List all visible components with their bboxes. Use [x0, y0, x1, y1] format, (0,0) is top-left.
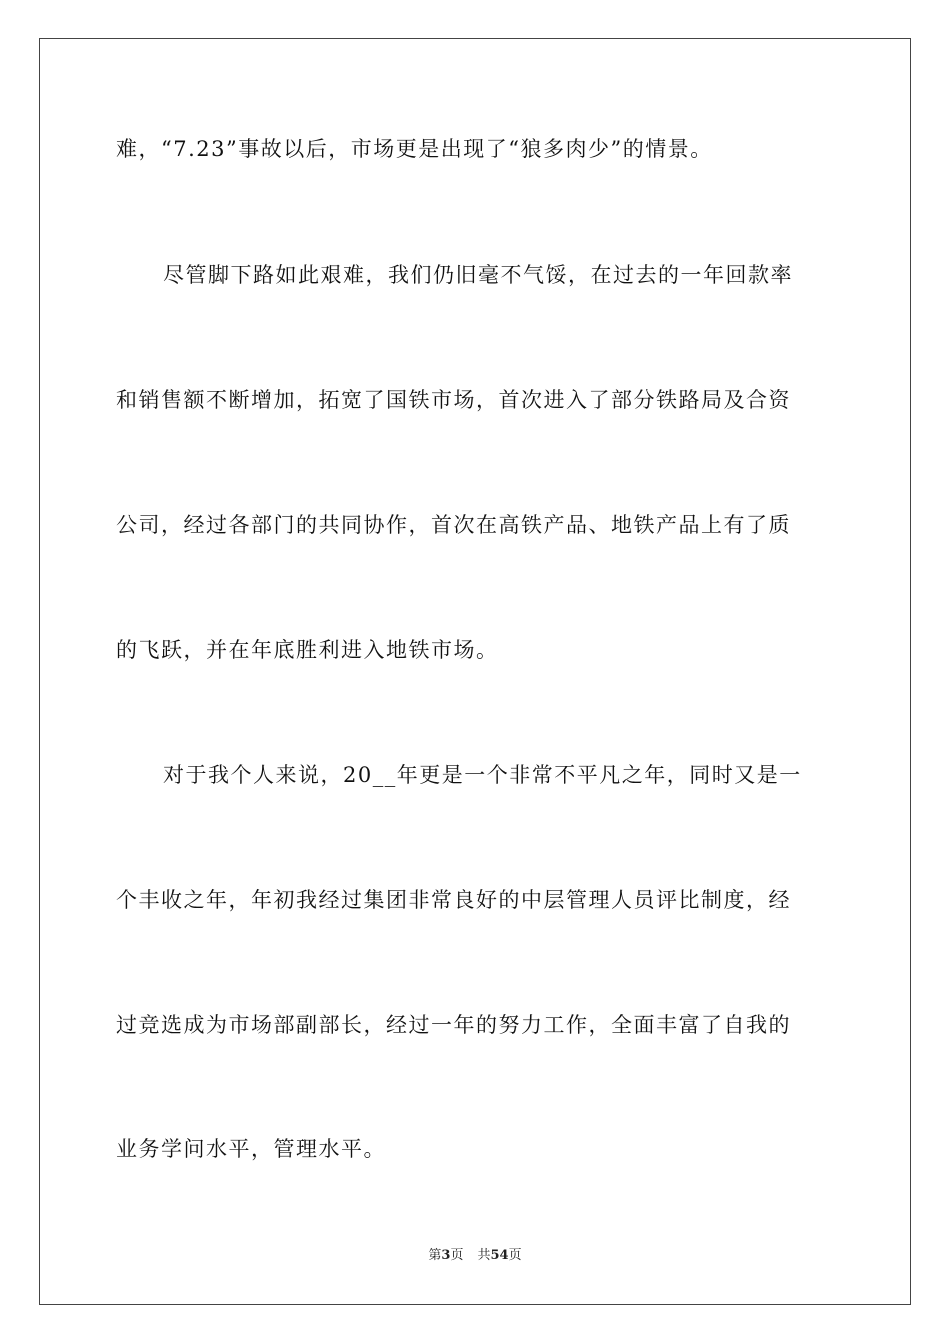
- paragraph-line: 公司，经过各部门的共同协作，首次在高铁产品、地铁产品上有了质: [116, 513, 791, 537]
- page-number: 3: [441, 1248, 451, 1263]
- paragraph-line: 尽管脚下路如此艰难，我们仍旧毫不气馁，在过去的一年回款率: [163, 263, 793, 287]
- total-pages: 54: [490, 1248, 509, 1263]
- paragraph-line: 个丰收之年，年初我经过集团非常良好的中层管理人员评比制度，经: [116, 888, 791, 912]
- total-prefix: 共: [477, 1248, 491, 1263]
- paragraph-line: 难，“7.23”事故以后，市场更是出现了“狼多肉少”的情景。: [116, 137, 713, 161]
- paragraph-line: 的飞跃，并在年底胜利进入地铁市场。: [116, 638, 499, 662]
- paragraph-line: 和销售额不断增加，拓宽了国铁市场，首次进入了部分铁路局及合资: [116, 388, 791, 412]
- paragraph-line: 业务学问水平，管理水平。: [116, 1137, 386, 1161]
- total-suffix: 页: [508, 1248, 522, 1263]
- paragraph-line: 对于我个人来说，20__年更是一个非常不平凡之年，同时又是一: [163, 763, 802, 787]
- paragraph-line: 过竞选成为市场部副部长，经过一年的努力工作，全面丰富了自我的: [116, 1013, 791, 1037]
- page-prefix: 第: [428, 1248, 442, 1263]
- page-border: [39, 38, 911, 1305]
- page-footer: [0, 1247, 950, 1265]
- page-suffix: 页: [450, 1248, 464, 1263]
